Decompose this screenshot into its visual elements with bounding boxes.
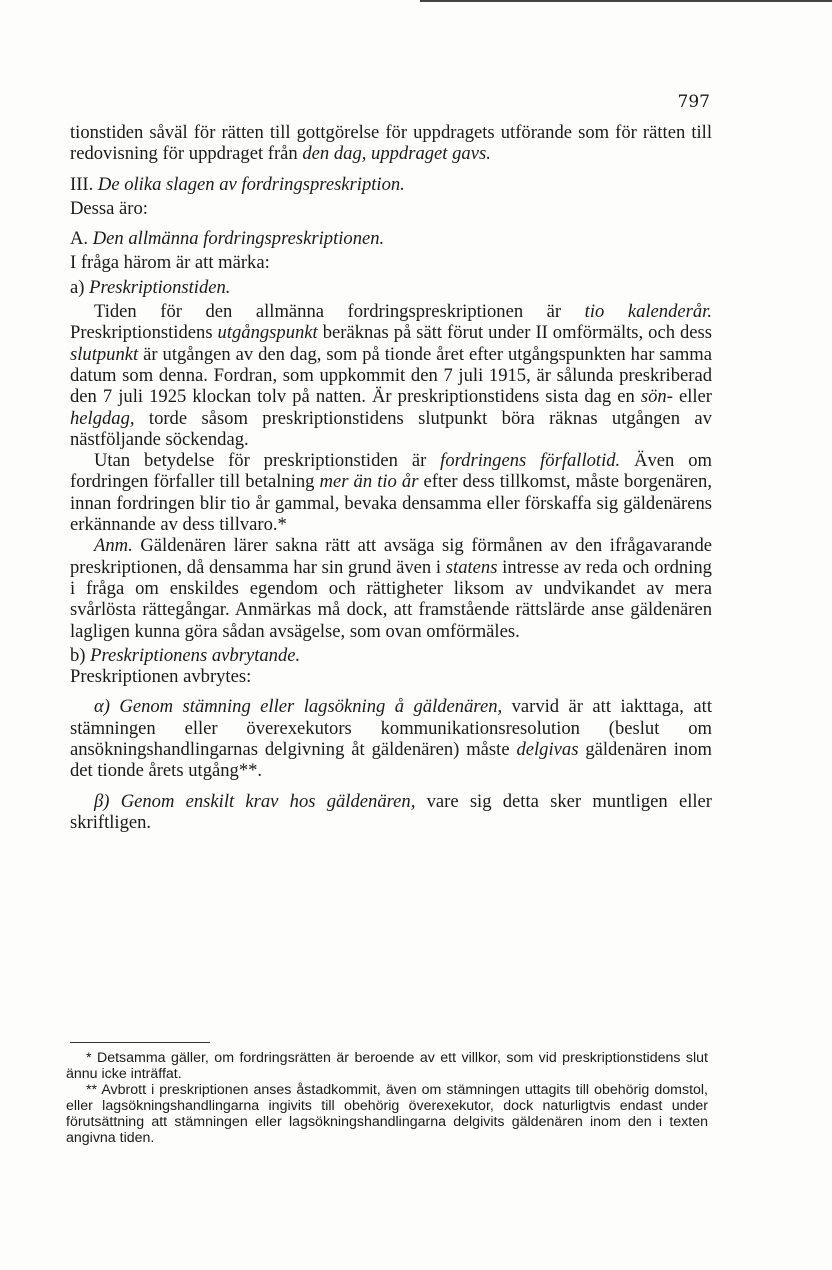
footnotes [66, 1050, 708, 1146]
scan-top-edge-line [420, 0, 832, 2]
footnote-separator [70, 1042, 210, 1043]
paragraph-alpha: α) Genom stämning eller lagsökning å gäldenären, varvid är att iakttaga, att stämningen eller överexekutors kommunikationsresolution (beslut om ansökningshandlingarnas delgivning åt gäldenären) måste delgivas gäldenären inom det tionde årets utgång**. [70, 696, 712, 782]
paragraph-anmarkning: Anm. Gäldenären lärer sakna rätt att avsäga sig förmånen av den ifrågavarande preskriptionen, då densamma har sin grund även i statens intresse av reda och ordning i fråga om enskildes egendom och rättigheter liksom av undvikandet av mera svårlösta rättegångar. Anmärkas må dock, att framstående rättslärde anse gäldenären lagligen kunna göra sådan avsägelse, som ovan omförmäles. [70, 535, 712, 642]
intro-line: Dessa äro: [70, 197, 148, 219]
main-text [70, 122, 712, 833]
paragraph-continuation: tionstiden såväl för rätten till gottgörelse för uppdragets utförande som för rätten till redovisning för uppdraget från den dag, uppdraget gavs. [70, 122, 712, 165]
subheading-b: b) Preskriptionens avbrytande. [70, 644, 301, 666]
paragraph-preskriptionstiden: Tiden för den allmänna fordringspreskriptionen är tio kalenderår. Preskriptionstidens utgångspunkt beräknas på sätt förut under II omförmälts, och dess slutpunkt är utgången av den dag, som på tionde året efter utgångspunkten har samma datum som denna. Fordran, som uppkommit den 7 juli 1915, är sålunda preskriberad den 7 juli 1925 klockan tolv på natten. Är preskriptionstidens sista dag en sön- eller helgdag, torde såsom preskriptionstidens slutpunkt böra räknas utgången av nästföljande söckendag. [70, 301, 712, 450]
subheading-a: a) Preskriptionstiden. [70, 276, 231, 298]
intro-line: I fråga härom är att märka: [70, 252, 270, 274]
paragraph-forfallotid: Utan betydelse för preskriptionstiden är fordringens förfallotid. Även om fordringen förfaller till betalning mer än tio år efter dess tillkomst, måste borgenären, innan fordringen blir tio år gammal, bevaka densamma eller förskaffa sig gäldenärens erkännande av dess tillvaro.* [70, 450, 712, 536]
paragraph-beta: β) Genom enskilt krav hos gäldenären, vare sig detta sker muntligen eller skriftligen. [70, 790, 712, 833]
footnote-1: * Detsamma gäller, om fordringsrätten är beroende av ett villkor, som vid preskriptionstidens slut ännu icke inträffat. [66, 1050, 708, 1082]
section-heading-iii: III. De olika slagen av fordringspreskription. [70, 173, 405, 195]
section-heading-a: A. Den allmänna fordringspreskriptionen. [70, 228, 385, 250]
intro-line: Preskriptionen avbrytes: [70, 666, 252, 688]
footnote-2: ** Avbrott i preskriptionen anses åstadkommit, även om stämningen uttagits till obehörig domstol, eller lagsökningshandlingarna ingivits till obehörig överexekutor, dock naturligtvis endast under förutsättning att stämningen eller lagsökningshandlingarna delgivits gäldenären inom den i texten angivna tiden. [66, 1082, 708, 1146]
page-number: 797 [677, 92, 710, 112]
